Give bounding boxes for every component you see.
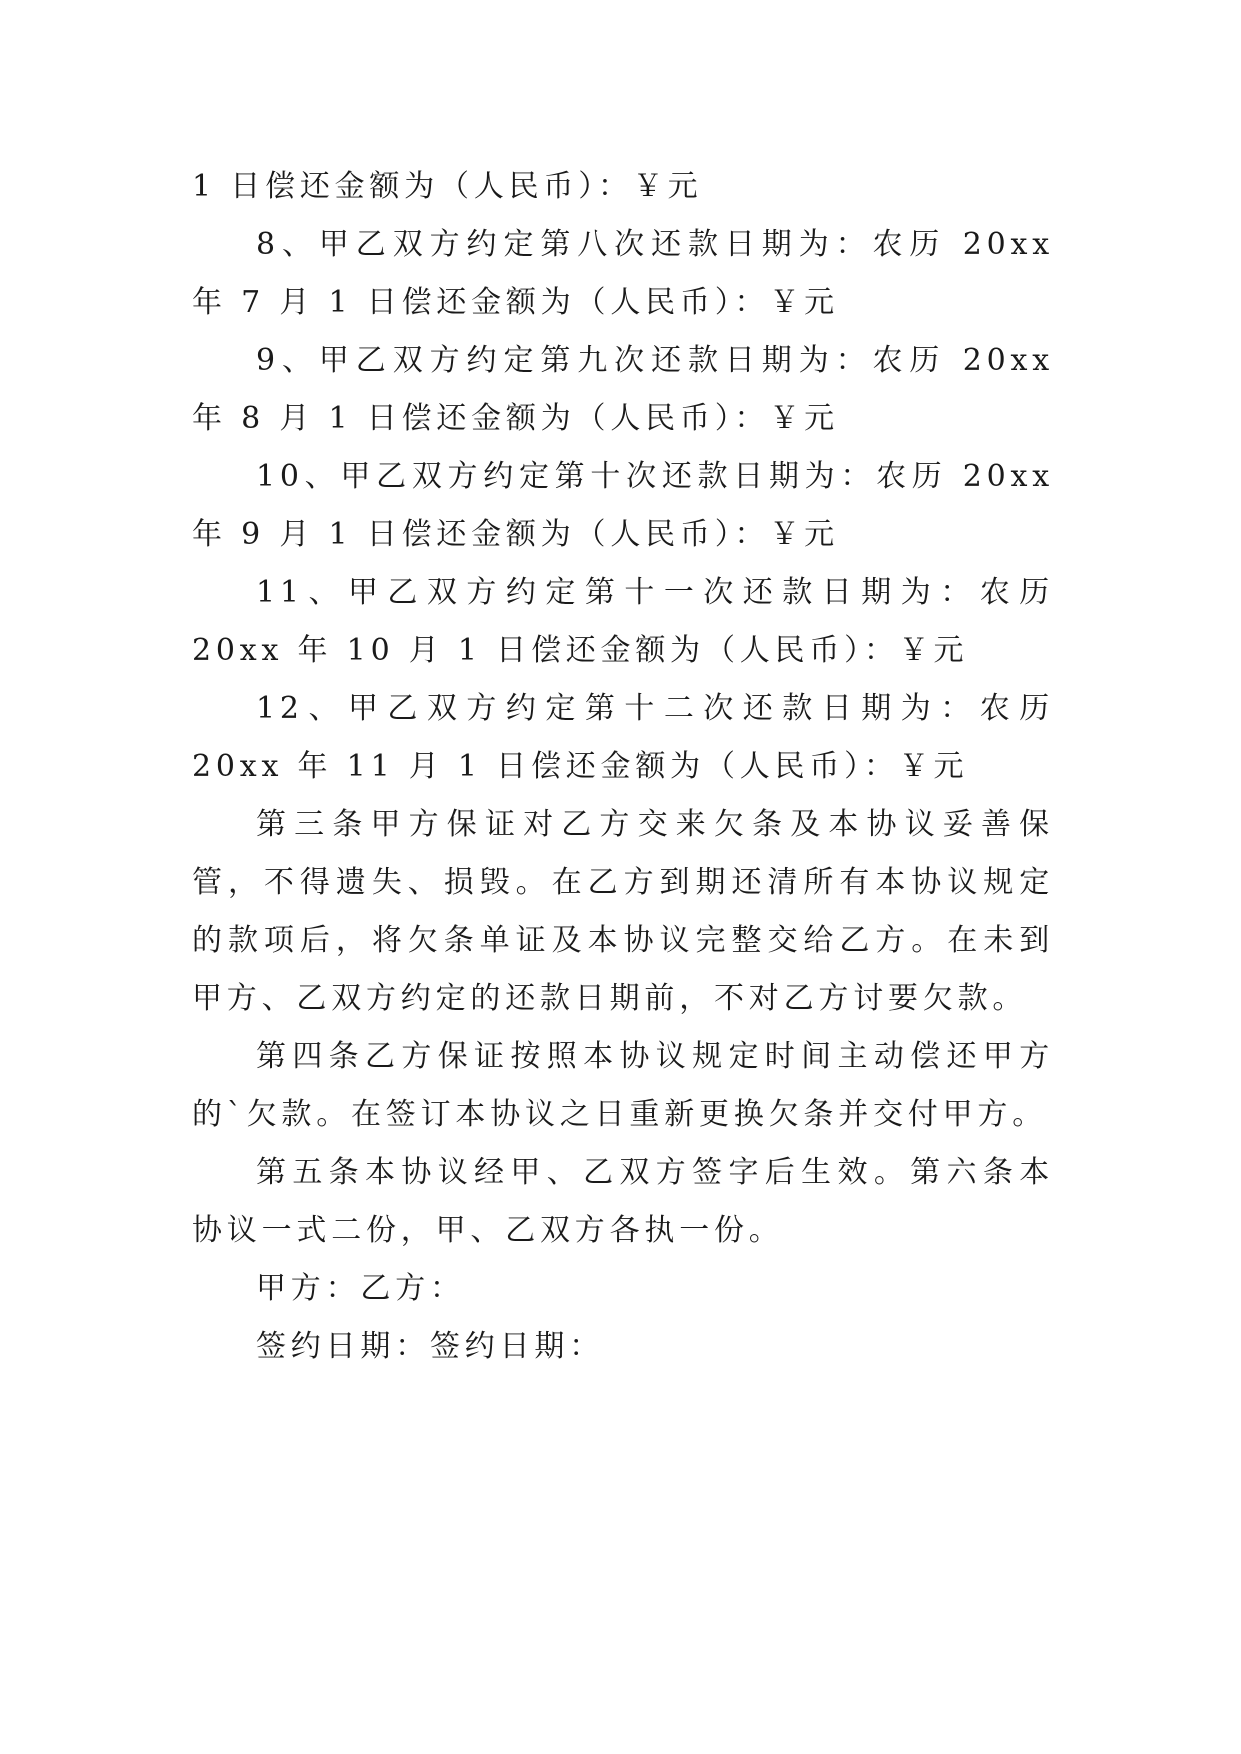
paragraph-article-4: 第四条乙方保证按照本协议规定时间主动偿还甲方的`欠款。在签订本协议之日重新更换欠条并交付甲方。 (192, 1039, 1054, 1132)
paragraph-repayment-8: 8、甲乙双方约定第八次还款日期为：农历 20xx 年 7 月 1 日偿还金额为（人民币）：￥元 (192, 227, 1054, 320)
paragraph-repayment-10: 10、甲乙双方约定第十次还款日期为：农历 20xx 年 9 月 1 日偿还金额为（人民币）：￥元 (192, 459, 1054, 552)
signature-dates: 签约日期：签约日期： (256, 1329, 604, 1364)
paragraph-continuation: 1 日偿还金额为（人民币）：￥元 (192, 169, 703, 204)
paragraph-repayment-11: 11、甲乙双方约定第十一次还款日期为：农历 20xx 年 10 月 1 日偿还金额为（人民币）：￥元 (192, 575, 1054, 668)
signature-parties: 甲方：乙方： (256, 1271, 465, 1306)
paragraph-article-3: 第三条甲方保证对乙方交来欠条及本协议妥善保管，不得遗失、损毁。在乙方到期还清所有本协议规定的款项后，将欠条单证及本协议完整交给乙方。在未到甲方、乙双方约定的还款日期前，不对乙方讨要欠款。 (192, 807, 1054, 1016)
document-body (192, 158, 1054, 1376)
paragraph-repayment-9: 9、甲乙双方约定第九次还款日期为：农历 20xx 年 8 月 1 日偿还金额为（人民币）：￥元 (192, 343, 1054, 436)
paragraph-repayment-12: 12、甲乙双方约定第十二次还款日期为：农历 20xx 年 11 月 1 日偿还金额为（人民币）：￥元 (192, 691, 1054, 784)
paragraph-article-5-6: 第五条本协议经甲、乙双方签字后生效。第六条本协议一式二份，甲、乙双方各执一份。 (192, 1155, 1054, 1248)
